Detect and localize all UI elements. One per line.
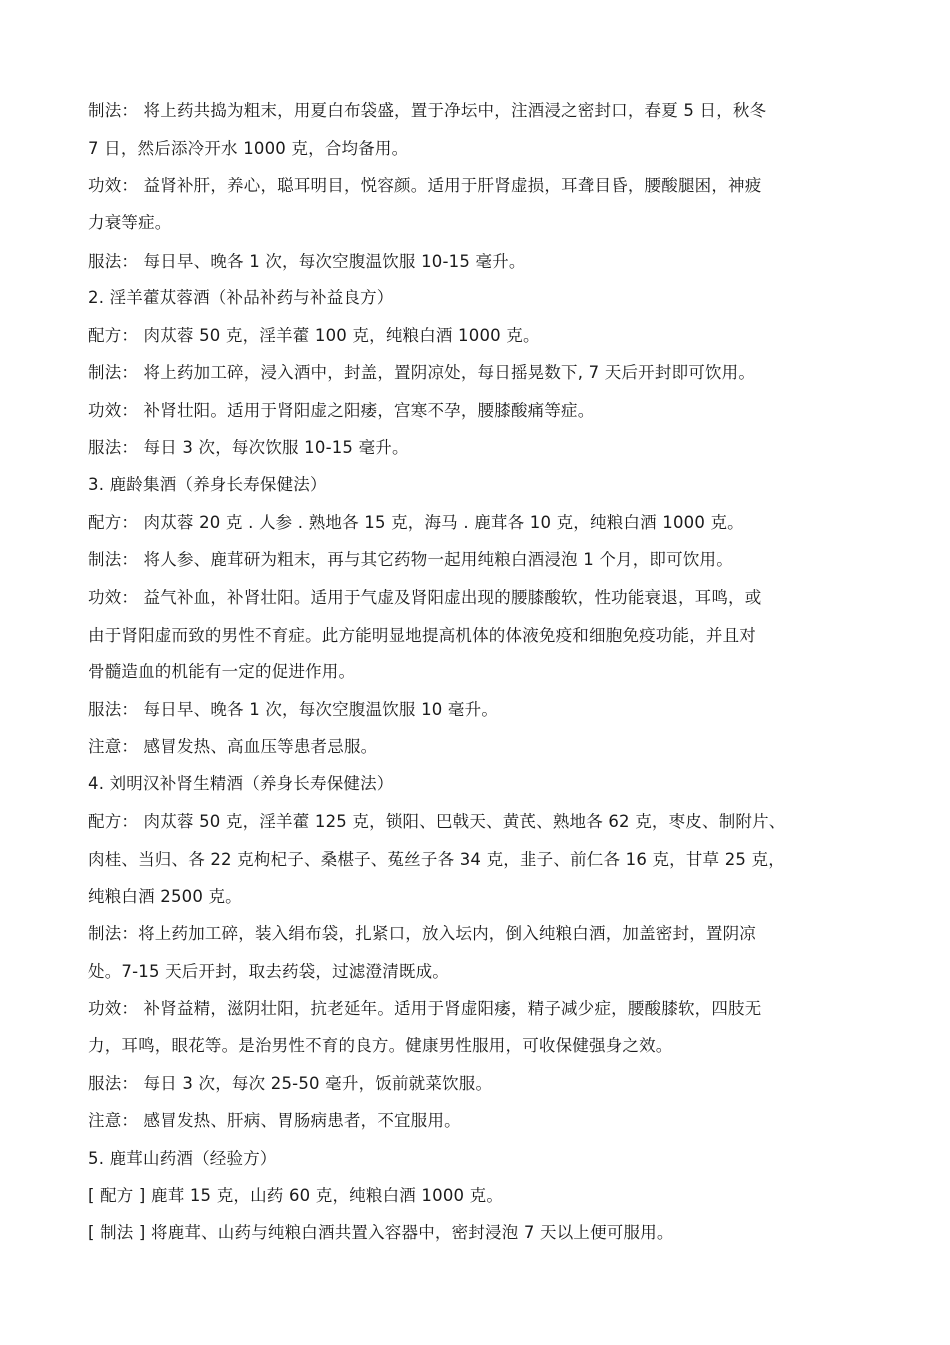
text-line: 功效： 益气补血，补肾壮阳。适用于气虚及肾阳虚出现的腰膝酸软，性功能衰退，耳鸣，或 [88,588,762,607]
text-line: 功效： 补肾壮阳。适用于肾阳虚之阳痿，宫寒不孕，腰膝酸痛等症。 [88,401,595,420]
text-line: 7 日，然后添冷开水 1000 克，合均备用。 [88,139,409,158]
text-line: 制法： 将上药加工碎，浸入酒中，封盖，置阴凉处，每日摇晃数下, 7 天后开封即可饮用。 [88,363,756,382]
text-line: 功效： 益肾补肝，养心，聪耳明目，悦容颜。适用于肝肾虚损，耳聋目昏，腰酸腿困，神疲 [88,176,762,195]
text-line: 配方： 肉苁蓉 50 克，淫羊藿 125 克，锁阳、巴戟天、黄芪、熟地各 62 克，枣皮、制附片、 [88,812,786,831]
text-line: 制法：将上药加工碎，装入绢布袋，扎紧口，放入坛内，倒入纯粮白酒，加盖密封，置阴凉 [88,924,756,943]
text-line: 肉桂、当归、各 22 克枸杞子、桑椹子、菟丝子各 34 克，韭子、前仁各 16 克，甘草 25 克， [88,850,785,869]
text-line: 由于肾阳虚而致的男性不育症。此方能明显地提高机体的体液免疫和细胞免疫功能，并且对 [88,626,756,645]
section-heading: 2. 淫羊藿苁蓉酒（补品补药与补益良方） [88,288,394,307]
text-line: 制法： 将上药共捣为粗末，用夏白布袋盛，置于净坛中，注酒浸之密封口，春夏 5 日，秋冬 [88,101,767,120]
text-line: 配方： 肉苁蓉 20 克 . 人参 . 熟地各 15 克，海马 . 鹿茸各 10 克，纯粮白酒 1000 克。 [88,513,744,532]
text-line: 配方： 肉苁蓉 50 克，淫羊藿 100 克，纯粮白酒 1000 克。 [88,326,540,345]
text-line: 注意： 感冒发热、肝病、胃肠病患者，不宜服用。 [88,1111,461,1130]
text-line: 服法： 每日 3 次，每次 25-50 毫升，饭前就菜饮服。 [88,1074,493,1093]
text-line: [ 制法 ] 将鹿茸、山药与纯粮白酒共置入容器中，密封浸泡 7 天以上便可服用。 [88,1223,674,1242]
text-line: 注意： 感冒发热、高血压等患者忌服。 [88,737,378,756]
section-heading: 4. 刘明汉补肾生精酒（养身长寿保健法） [88,774,394,793]
text-line: 服法： 每日早、晚各 1 次，每次空腹温饮服 10 毫升。 [88,700,499,719]
text-line: 力衰等症。 [88,213,172,232]
text-line: 服法： 每日早、晚各 1 次，每次空腹温饮服 10-15 毫升。 [88,252,526,271]
text-line: 服法： 每日 3 次，每次饮服 10-15 毫升。 [88,438,409,457]
section-heading: 5. 鹿茸山药酒（经验方） [88,1149,277,1168]
text-line: 处。7-15 天后开封，取去药袋，过滤澄清既成。 [88,962,449,981]
text-line: 纯粮白酒 2500 克。 [88,887,242,906]
text-line: 功效： 补肾益精，滋阴壮阳，抗老延年。适用于肾虚阳痿，精子减少症，腰酸膝软，四肢无 [88,999,762,1018]
text-line: 制法： 将人参、鹿茸研为粗末，再与其它药物一起用纯粮白酒浸泡 1 个月，即可饮用。 [88,550,733,569]
text-line: 骨髓造血的机能有一定的促进作用。 [88,662,356,681]
text-line: 力，耳鸣，眼花等。是治男性不育的良方。健康男性服用，可收保健强身之效。 [88,1036,673,1055]
text-line: [ 配方 ] 鹿茸 15 克，山药 60 克，纯粮白酒 1000 克。 [88,1186,504,1205]
section-heading: 3. 鹿龄集酒（养身长寿保健法） [88,475,327,494]
